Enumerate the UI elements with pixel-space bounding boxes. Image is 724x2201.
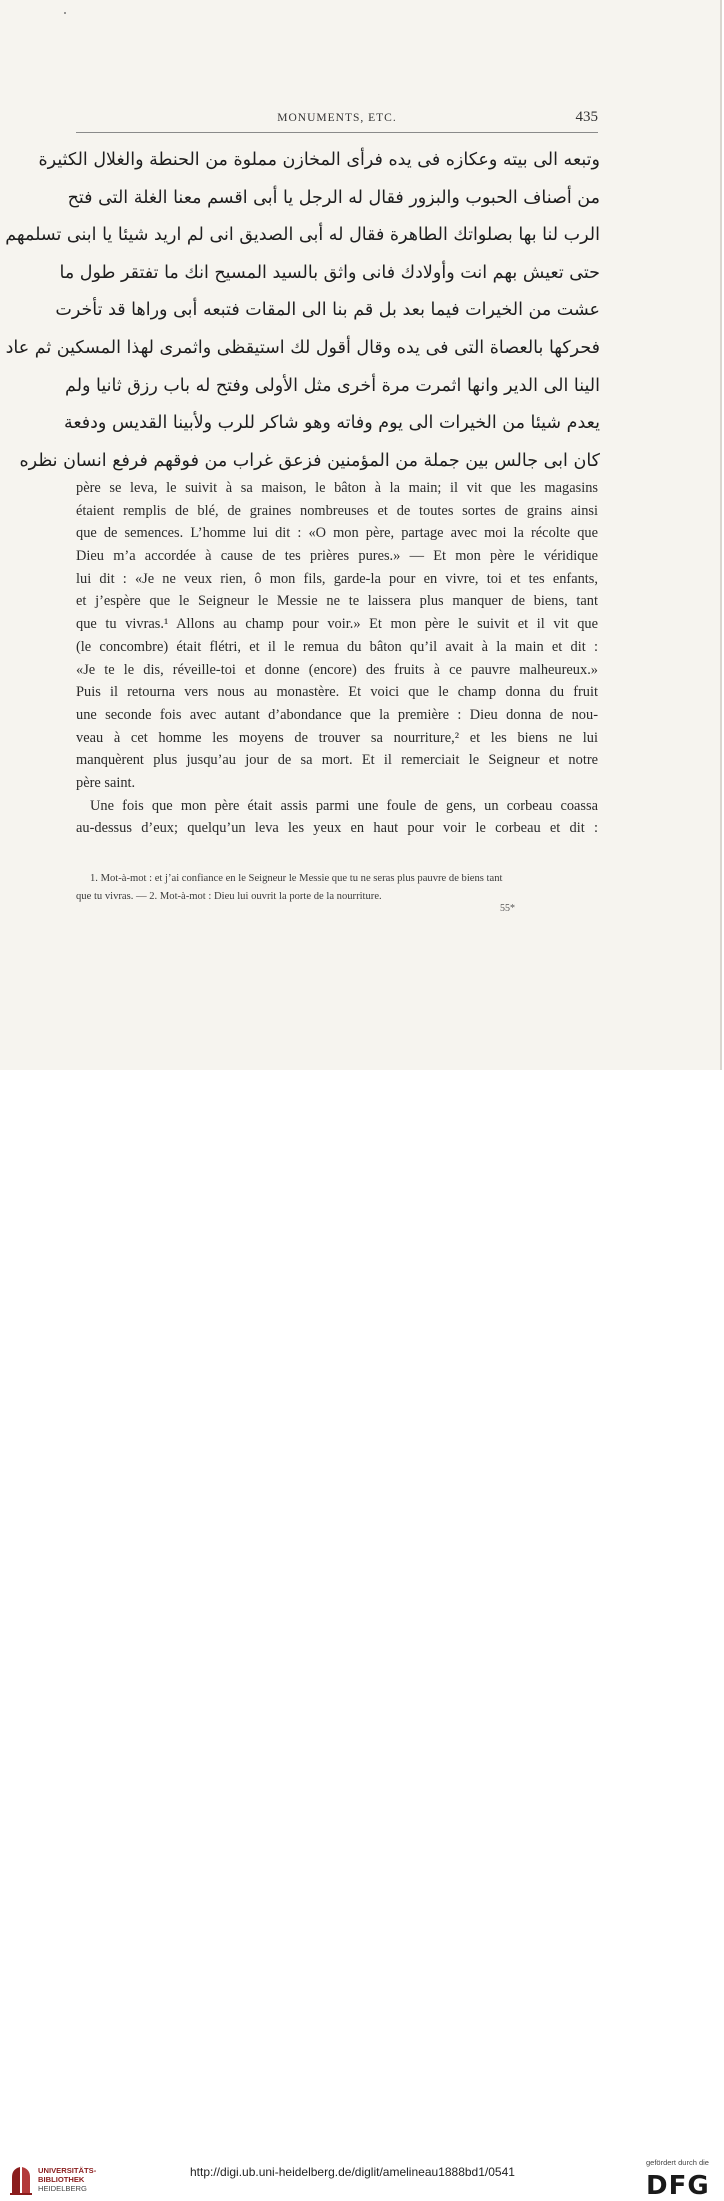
french-line: veau à cet homme les moyens de trouver sa nourriture,² et les biens ne lui <box>76 729 598 746</box>
arabic-line: وتبعه الى بيته وعكازه فى يده فرأى المخازن مملوة من الحنطة والغلال الكثيرة <box>38 150 600 170</box>
speck-mark <box>64 12 66 14</box>
french-line: «Je te le dis, réveille-toi et donne (encore) des fruits à ce pauvre malheureux.» <box>76 661 598 678</box>
permalink-url[interactable]: http://digi.ub.uni-heidelberg.de/diglit/amelineau1888bd1/0541 <box>190 2165 515 2179</box>
french-line: (le concombre) était flétri, et il le remua du bâton qu’il avait à la main et dit : <box>76 638 598 655</box>
french-line: étaient remplis de blé, de graines nombreuses et de toutes sortes de grains ainsi <box>76 502 598 519</box>
library-city: HEIDELBERG <box>38 2184 87 2193</box>
french-line: au-dessus d’eux; quelqu’un leva les yeux en haut pour voir le corbeau et dit : <box>76 820 598 837</box>
footnote-line: 1. Mot-à-mot : et j’ai confiance en le Seigneur le Messie que tu ne seras plus pauvre de biens tant <box>90 873 503 884</box>
library-logo-icon <box>8 2163 34 2197</box>
arabic-line: حتى تعيش بهم انت وأولادك فانى واثق بالسيد المسيح انك ما تفتقر طول ما <box>59 262 600 283</box>
french-line: que tu vivras.¹ Allons au champ pour voir.» Et mon père le suivit et il vit que <box>76 616 598 633</box>
arabic-line: فحركها بالعصاة التى فى يده وقال أقول لك استيقظى واثمرى لهذا المسكين ثم عاد <box>5 337 600 358</box>
library-name <box>38 2166 96 2193</box>
arabic-text-block <box>5 142 600 480</box>
running-head: MONUMENTS, ETC. <box>277 112 397 124</box>
arabic-line: عشت من الخيرات فيما بعد بل قم بنا الى المقات فتبعه أبى وراها قد تأخرت <box>55 300 600 321</box>
library-name-line-1: UNIVERSITÄTS- <box>38 2166 97 2175</box>
french-line: que de semences. L’homme lui dit : «O mon père, partage avec moi la récolte que <box>76 525 598 542</box>
french-line: Dieu m’a accordée à cause de tes prières pures.» — Et mon père le véridique <box>76 548 598 565</box>
arabic-line: كان ابى جالس بين جملة من المؤمنين فزعق غراب من فوقهم فرفع انسان نظره <box>19 450 600 471</box>
french-translation <box>76 477 598 840</box>
french-line: manquèrent plus jusqu’au jour de sa mort. Et il remerciait le Seigneur et notre <box>76 752 598 769</box>
library-name-line-2: BIBLIOTHEK <box>38 2175 85 2184</box>
french-line: lui dit : «Je ne veux rien, ô mon fils, garde-la pour en vivre, toi et tes enfants, <box>76 570 598 587</box>
page-number: 435 <box>575 109 598 125</box>
arabic-line: الرب لنا بها بصلواتك الطاهرة فقال له أبى الصديق انى لم اريد شيئا يا ابنى تسلمهم <box>5 225 600 246</box>
footnote-line: que tu vivras. — 2. Mot-à-mot : Dieu lui ouvrit la porte de la nourriture. <box>76 890 382 902</box>
arabic-line: من أصناف الحبوب والبزور فقال له الرجل يا أبى اقسم معنا الغلة التى فتح <box>67 187 600 208</box>
signature-mark: 55* <box>500 903 515 914</box>
footnotes <box>76 870 598 905</box>
scanned-page <box>0 0 722 1070</box>
french-line: père saint. <box>76 774 136 791</box>
french-line: Puis il retourna vers nous au monastère. Et voici que le champ donna du fruit <box>76 684 598 701</box>
arabic-line: الينا الى الدير وانها اثمرت مرة أخرى مثل الأولى وفتح له باب رزق ثانيا ولم <box>65 375 600 396</box>
french-line: Une fois que mon père était assis parmi une foule de gens, un corbeau coassa <box>90 797 598 814</box>
french-line: père se leva, le suivit à sa maison, le bâton à la main; il vit que les magasins <box>76 480 598 496</box>
funding-caption: gefördert durch die <box>646 2158 709 2167</box>
french-line: et j’espère que le Seigneur le Messie ne te laissera plus manquer de biens, tant <box>76 593 598 610</box>
french-line: une seconde fois avec autant d’abondance que la première : Dieu donna de nou- <box>76 706 598 723</box>
dfg-logo: DFG <box>646 2171 710 2201</box>
page-header <box>76 108 598 133</box>
arabic-line: يعدم شيئا من الخيرات الى يوم وفاته وهو شاكر للرب ولأبينا القديس ودفعة <box>63 413 600 434</box>
viewer-footer <box>0 1070 724 2201</box>
